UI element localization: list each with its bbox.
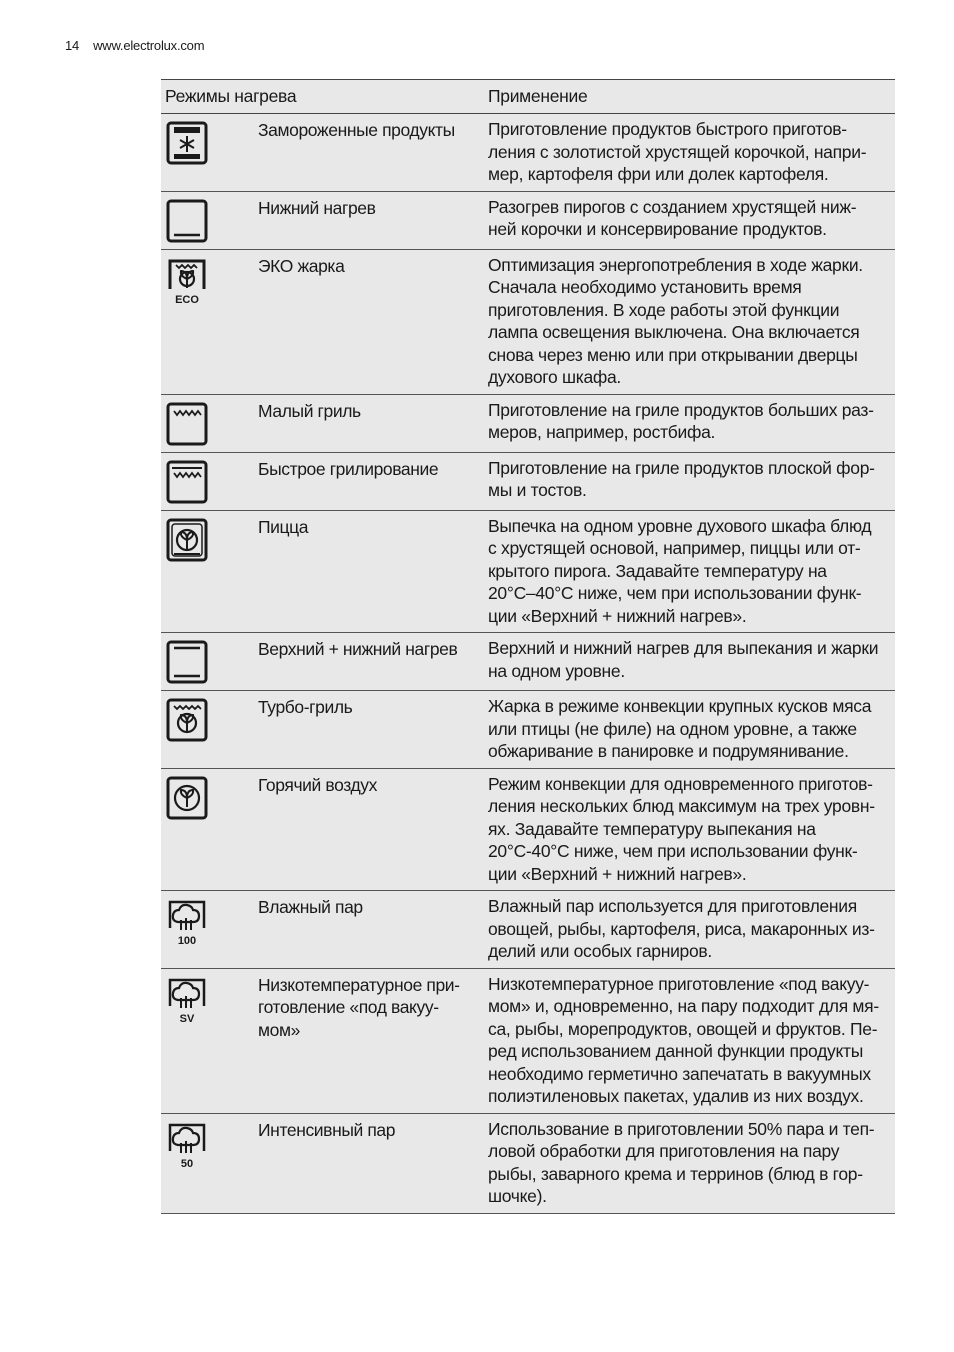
description-line: 20°C-40°C ниже, чем при использовании функ- [488,841,858,861]
mode-icon-cell [161,691,258,769]
description-line: Верхний и нижний нагрев для выпекания и жарки [488,638,879,658]
description-line: духового шкафа. [488,367,621,387]
description-line: ред использованием данной функции продукты [488,1041,864,1061]
description-line: Приготовление на гриле продуктов больших раз- [488,399,874,420]
mode-icon-cell [161,633,258,691]
description-line: Использование в приготовлении 50% пара и теп- [488,1118,875,1139]
table-row [161,1113,895,1213]
description-line: Выпечка на одном уровне духового шкафа блюд [488,515,872,536]
description-line: Приготовление на гриле продуктов плоской фор- [488,457,875,478]
table-row [161,891,895,969]
mode-name: Интенсивный пар [258,1113,488,1213]
description-line: Режим конвекции для одновременного приготов- [488,773,873,794]
description-line: снова через меню или при открывании дверцы [488,344,858,365]
description-line: Приготовление продуктов быстрого приготов- [488,119,847,139]
description-line: делий или особых гарниров. [488,941,712,961]
description-line: меров, например, ростбифа. [488,422,716,442]
heating-modes-table [161,79,895,1214]
small-grill-icon [166,402,210,452]
mode-name: Верхний + нижний нагрев [258,633,488,691]
mode-description [488,452,895,510]
intensive-steam-icon [166,1121,210,1171]
mode-description [488,891,895,969]
table-row [161,191,895,249]
mode-description [488,114,895,192]
page-number: 14 [65,38,80,53]
table-row [161,968,895,1113]
description-line: овощей, рыбы, картофеля, риса, макаронных из- [488,918,875,939]
table-row [161,510,895,633]
mode-name: Пицца [258,510,488,633]
sous-vide-steam-icon [166,976,210,1026]
description-line: ции «Верхний + нижний нагрев». [488,605,747,626]
table-row [161,768,895,891]
pizza-icon [166,518,210,568]
mode-name: Низкотемпературное при- готовление «под вакуу- мом» [258,968,488,1113]
description-line: Разогрев пирогов с созданием хрустящей ниж- [488,196,857,217]
mode-name: Быстрое грилирование [258,452,488,510]
mode-icon-label: SV [179,1012,195,1025]
description-line: мер, картофеля фри или долек картофеля. [488,164,829,184]
mode-description [488,633,895,691]
mode-icon-label: 100 [177,935,197,947]
website-link[interactable]: www.electrolux.com [93,38,205,53]
table-row [161,452,895,510]
description-line: на одном уровне. [488,660,625,681]
table-row [161,691,895,769]
mode-description [488,394,895,452]
table-row [161,249,895,394]
column-header-mode: Режимы нагрева [161,80,488,114]
description-line: ловой обработки для приготовления на пару [488,1141,840,1161]
description-line: ления нескольких блюд максимум на трех уровн- [488,796,875,816]
mode-description [488,191,895,249]
description-line: приготовления. В ходе работы этой функции [488,299,840,320]
mode-description [488,510,895,633]
top-bottom-heat-icon [166,640,210,690]
description-line: са, рыбы, морепродуктов, овощей и фруктов. Пе- [488,1018,878,1039]
description-line: лампа освещения выключена. Она включается [488,322,860,342]
description-line: или птицы (не филе) на одном уровне, а также [488,718,857,739]
description-line: 20°C–40°C ниже, чем при использовании функ- [488,583,862,603]
mode-icon-cell [161,510,258,633]
mode-icon-cell [161,394,258,452]
fast-grilling-icon [166,460,210,510]
table-row [161,633,895,691]
description-line: Сначала необходимо установить время [488,277,802,297]
description-line: Низкотемпературное приготовление «под вакуу- [488,973,870,994]
mode-icon-cell [161,249,258,394]
description-line: шочке). [488,1186,547,1206]
mode-name: Турбо-гриль [258,691,488,769]
mode-icon-label: 50 [180,1157,194,1170]
mode-description [488,249,895,394]
mode-description [488,968,895,1113]
description-line: мом» и, одновременно, на пару подходит для мя- [488,996,879,1016]
mode-icon-cell [161,114,258,192]
description-line: обжаривание в панировке и подрумянивание. [488,741,849,761]
mode-name: Замороженные продукты [258,114,488,192]
mode-icon-cell [161,968,258,1113]
column-header-use: Применение [488,80,895,114]
eco-roasting-icon [166,257,210,307]
mode-icon-cell [161,1113,258,1213]
mode-icon-cell [161,191,258,249]
mode-icon-cell [161,452,258,510]
description-line: полиэтиленовых пакетах, удалив из них воздух. [488,1086,864,1106]
description-line: необходимо герметично запечатать в вакуумных [488,1063,871,1084]
moist-steam-icon [166,898,210,948]
description-line: крытого пирога. Задавайте температуру на [488,560,827,581]
page-header [65,38,204,53]
table-row [161,394,895,452]
description-line: мы и тостов. [488,480,587,500]
mode-name: Горячий воздух [258,768,488,891]
mode-name: Малый гриль [258,394,488,452]
table-row [161,114,895,192]
description-line: рыбы, заварного крема и терринов (блюд в гор- [488,1163,863,1184]
description-line: с хрустящей основой, например, пиццы или от- [488,538,861,558]
description-line: ях. Задавайте температуру выпекания на [488,818,816,839]
mode-name: ЭКО жарка [258,249,488,394]
description-line: ции «Верхний + нижний нагрев». [488,863,747,884]
mode-icon-label: ECO [175,293,199,306]
description-line: Жарка в режиме конвекции крупных кусков мяса [488,696,872,716]
table-header-row [161,80,895,114]
mode-icon-cell [161,768,258,891]
description-line: ней корочки и консервирование продуктов. [488,219,827,239]
description-line: ления с золотистой хрустящей корочкой, напри- [488,141,867,162]
hot-air-fan-icon [166,776,210,826]
mode-description [488,691,895,769]
description-line: Оптимизация энергопотребления в ходе жарки. [488,254,863,275]
mode-description [488,1113,895,1213]
description-line: Влажный пар используется для приготовления [488,896,857,916]
mode-icon-cell [161,891,258,969]
mode-name: Влажный пар [258,891,488,969]
mode-name: Нижний нагрев [258,191,488,249]
bottom-heat-icon [166,199,210,249]
frozen-snowflake-icon [166,121,210,171]
mode-description [488,768,895,891]
turbo-grill-icon [166,698,210,748]
